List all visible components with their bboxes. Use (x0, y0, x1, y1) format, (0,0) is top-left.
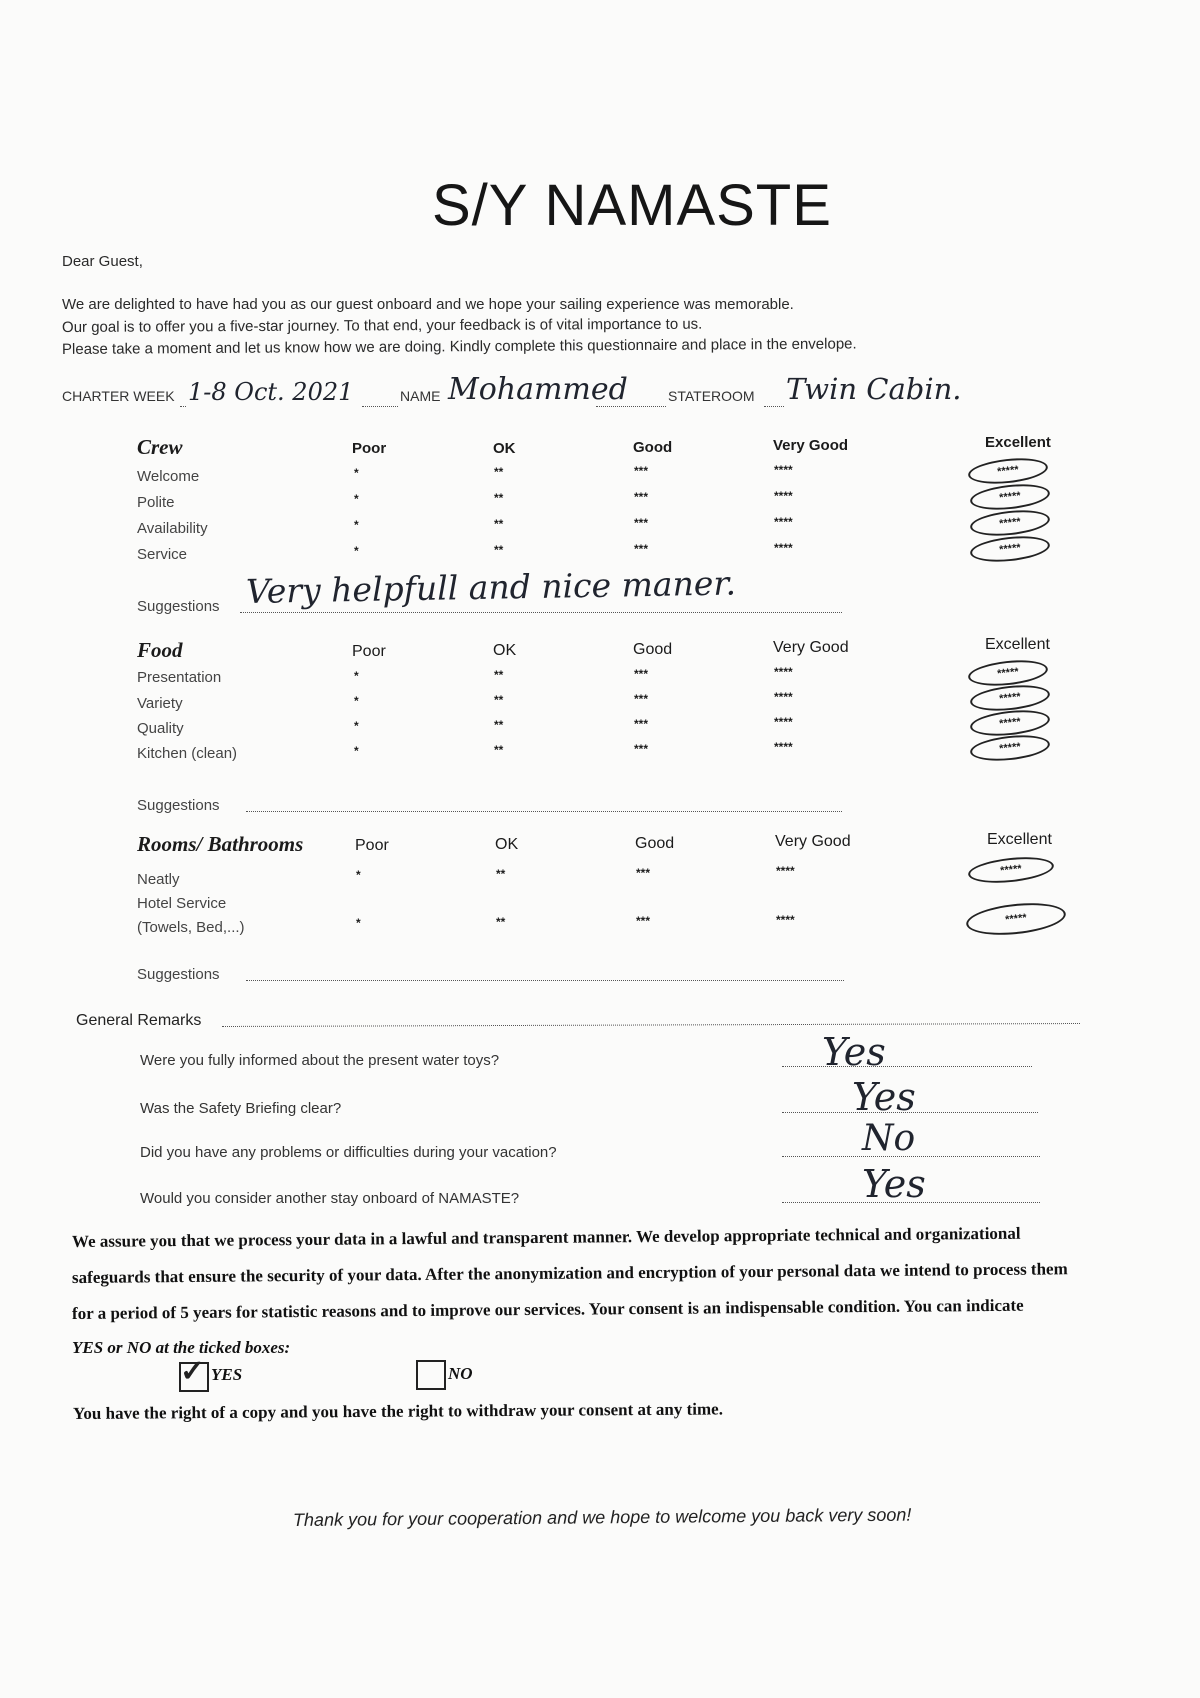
food-kitchen-good[interactable]: *** (634, 742, 649, 756)
food-suggestions-line[interactable] (246, 811, 842, 812)
rooms-header-ok: OK (495, 836, 519, 853)
crew-availability-good[interactable]: *** (634, 516, 649, 530)
charter-week-value[interactable]: 1-8 Oct. 2021 (188, 378, 354, 406)
crew-service-very-good[interactable]: **** (774, 541, 793, 555)
name-label: NAME (400, 388, 441, 404)
crew-suggestions-line (240, 612, 842, 613)
food-quality-excellent-circled[interactable]: ***** (969, 707, 1051, 739)
charter-week-dots-2 (362, 406, 398, 407)
consent-line-1: We assure you that we process your data in a lawful and transparent manner. We develop appropriate technical and organizational (71, 1223, 1021, 1251)
closing-message: Thank you for your cooperation and we hope to welcome you back very soon! (292, 1504, 912, 1530)
answer-water-toys[interactable]: Yes (822, 1030, 886, 1074)
rooms-hotel-ok[interactable]: ** (496, 915, 506, 929)
stateroom-label: STATEROOM (668, 388, 755, 404)
food-kitchen-ok[interactable]: ** (494, 743, 504, 757)
name-value[interactable]: Mohammed (448, 372, 628, 407)
answer-another-stay[interactable]: Yes (862, 1162, 926, 1206)
rooms-hotel-good[interactable]: *** (636, 914, 651, 928)
crew-polite-very-good[interactable]: **** (774, 489, 793, 503)
question-water-toys: Were you fully informed about the present water toys? (140, 1052, 500, 1069)
food-presentation-ok[interactable]: ** (494, 668, 504, 682)
crew-polite-ok[interactable]: ** (494, 491, 504, 505)
rooms-neatly-ok[interactable]: ** (496, 867, 506, 881)
food-presentation-excellent-circled[interactable]: ***** (967, 657, 1049, 689)
food-suggestions-label: Suggestions (137, 797, 220, 814)
answer-line-1 (782, 1066, 1032, 1067)
consent-no-checkbox[interactable] (416, 1360, 446, 1390)
rooms-neatly-excellent-circled[interactable]: ***** (967, 854, 1055, 887)
question-problems: Did you have any problems or difficulties during your vacation? (140, 1144, 557, 1161)
crew-polite-good[interactable]: *** (634, 490, 649, 504)
rooms-item-towels-bed: (Towels, Bed,...) (137, 919, 245, 936)
food-variety-ok[interactable]: ** (494, 693, 504, 707)
crew-header-excellent: Excellent (985, 434, 1051, 451)
rooms-item-neatly: Neatly (137, 871, 180, 888)
crew-polite-excellent-circled[interactable]: ***** (969, 481, 1051, 513)
crew-section-title: Crew (137, 435, 183, 459)
stateroom-dots (764, 406, 784, 407)
food-item-kitchen: Kitchen (clean) (137, 745, 238, 762)
crew-availability-poor[interactable]: * (354, 518, 359, 532)
rooms-header-good: Good (635, 835, 675, 852)
crew-service-ok[interactable]: ** (494, 543, 504, 557)
question-safety-briefing: Was the Safety Briefing clear? (140, 1100, 342, 1117)
answer-safety-briefing[interactable]: Yes (852, 1075, 916, 1119)
crew-item-availability: Availability (137, 520, 208, 537)
food-variety-excellent-circled[interactable]: ***** (969, 682, 1051, 714)
food-quality-good[interactable]: *** (634, 717, 649, 731)
crew-suggestions-label: Suggestions (137, 598, 220, 615)
rooms-item-hotel-service: Hotel Service (137, 895, 227, 912)
rooms-section-title: Rooms/ Bathrooms (137, 832, 304, 856)
rooms-hotel-very-good[interactable]: **** (776, 913, 795, 927)
crew-service-excellent-circled[interactable]: ***** (969, 533, 1051, 565)
rooms-hotel-excellent-circled[interactable]: ***** (965, 899, 1068, 939)
crew-item-welcome: Welcome (137, 468, 200, 485)
food-variety-good[interactable]: *** (634, 692, 649, 706)
general-remarks-label: General Remarks (76, 1012, 202, 1029)
rooms-neatly-very-good[interactable]: **** (776, 864, 795, 878)
rooms-hotel-poor[interactable]: * (356, 916, 361, 930)
intro-line-1: We are delighted to have had you as our guest onboard and we hope your sailing experience was memorable. (62, 296, 794, 313)
crew-header-poor: Poor (352, 440, 387, 457)
page-title: S/Y NAMASTE (432, 173, 832, 238)
general-remarks-line[interactable] (222, 1023, 1080, 1027)
stateroom-value[interactable]: Twin Cabin. (786, 372, 962, 406)
charter-week-dots (180, 406, 186, 407)
consent-line-3: for a period of 5 years for statistic reasons and to improve our services. Your consent is an indispensable condition. You can indicate (71, 1295, 1024, 1323)
crew-item-service: Service (137, 546, 188, 563)
consent-line-2: safeguards that ensure the security of your data. After the anonymization and encryption of your personal data we intend to process them (71, 1259, 1068, 1287)
charter-week-label: CHARTER WEEK (62, 388, 175, 404)
crew-suggestions-value[interactable]: Very helpfull and nice maner. (245, 563, 737, 611)
food-quality-very-good[interactable]: **** (774, 715, 793, 729)
rooms-suggestions-line[interactable] (246, 980, 844, 981)
food-presentation-good[interactable]: *** (634, 667, 649, 681)
food-header-excellent: Excellent (985, 636, 1050, 653)
food-quality-ok[interactable]: ** (494, 718, 504, 732)
crew-service-good[interactable]: *** (634, 542, 649, 556)
crew-welcome-excellent-circled[interactable]: ***** (967, 455, 1049, 487)
food-kitchen-poor[interactable]: * (354, 744, 359, 758)
rooms-header-poor: Poor (355, 837, 389, 854)
consent-rights: You have the right of a copy and you have the right to withdraw your consent at any time. (72, 1399, 724, 1423)
crew-header-good: Good (633, 439, 673, 456)
crew-welcome-poor[interactable]: * (354, 466, 359, 480)
food-variety-very-good[interactable]: **** (774, 690, 793, 704)
crew-service-poor[interactable]: * (354, 544, 359, 558)
food-header-good: Good (633, 641, 673, 658)
food-variety-poor[interactable]: * (354, 694, 359, 708)
crew-polite-poor[interactable]: * (354, 492, 359, 506)
name-dots (596, 406, 666, 407)
crew-welcome-ok[interactable]: ** (494, 465, 504, 479)
food-kitchen-excellent-circled[interactable]: ***** (969, 732, 1051, 764)
food-quality-poor[interactable]: * (354, 719, 359, 733)
crew-welcome-very-good[interactable]: **** (774, 463, 793, 477)
food-presentation-poor[interactable]: * (354, 669, 359, 683)
intro-line-2: Our goal is to offer you a five-star journey. To that end, your feedback is of vital importance to us. (61, 315, 703, 336)
crew-header-very-good: Very Good (773, 437, 849, 454)
rooms-header-excellent: Excellent (987, 831, 1052, 848)
rooms-neatly-poor[interactable]: * (356, 868, 361, 882)
food-presentation-very-good[interactable]: **** (774, 665, 793, 679)
consent-line-4: YES or NO at the ticked boxes: (72, 1338, 291, 1357)
greeting: Dear Guest, (62, 253, 143, 270)
crew-welcome-good[interactable]: *** (634, 464, 649, 478)
food-header-poor: Poor (352, 643, 386, 660)
consent-no-label: NO (448, 1364, 473, 1383)
rooms-header-very-good: Very Good (775, 833, 851, 850)
crew-availability-ok[interactable]: ** (494, 517, 504, 531)
question-another-stay: Would you consider another stay onboard of NAMASTE? (140, 1190, 520, 1207)
rooms-suggestions-label: Suggestions (137, 966, 220, 983)
answer-problems[interactable]: No (862, 1118, 916, 1159)
intro-line-3: Please take a moment and let us know how we are doing. Kindly complete this questionnaire and place in the envelope. (61, 335, 857, 358)
food-section-title: Food (137, 638, 183, 662)
crew-header-ok: OK (493, 440, 516, 457)
food-item-variety: Variety (137, 695, 183, 712)
rooms-neatly-good[interactable]: *** (636, 866, 651, 880)
crew-availability-excellent-circled[interactable]: ***** (969, 507, 1051, 539)
consent-yes-checkbox[interactable] (179, 1355, 209, 1392)
check-mark-icon: ✓ (180, 1355, 206, 1388)
crew-item-polite: Polite (137, 494, 175, 511)
food-kitchen-very-good[interactable]: **** (774, 740, 793, 754)
consent-yes-label: YES (211, 1365, 243, 1384)
food-item-quality: Quality (137, 720, 184, 737)
food-item-presentation: Presentation (137, 669, 222, 686)
food-header-ok: OK (493, 642, 517, 659)
food-header-very-good: Very Good (773, 639, 849, 656)
crew-availability-very-good[interactable]: **** (774, 515, 793, 529)
